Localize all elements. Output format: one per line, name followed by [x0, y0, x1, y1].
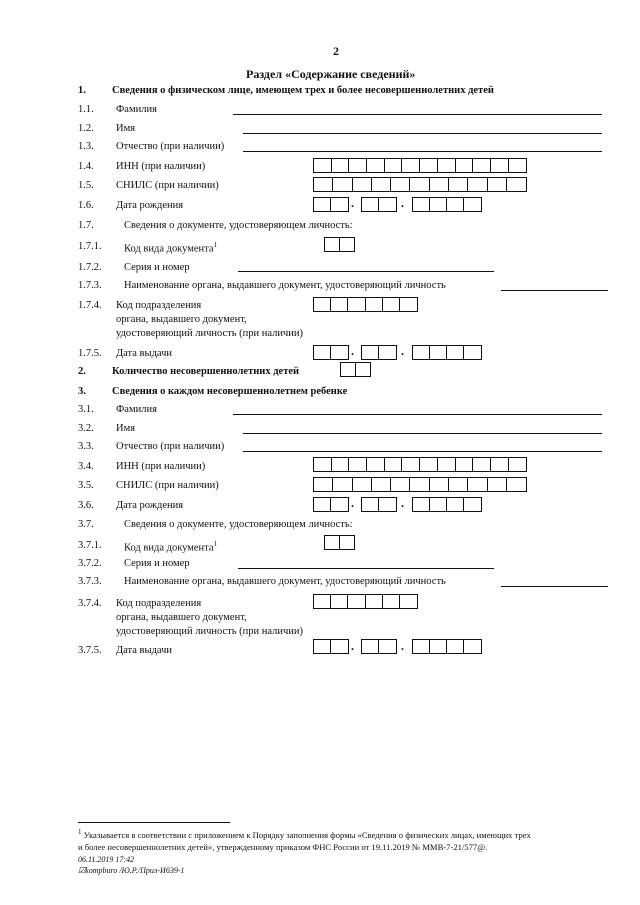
field-1-1-number: 1.1.: [78, 104, 94, 115]
child-inn-cells[interactable]: [313, 457, 527, 472]
child-birth-month-cells[interactable]: [361, 497, 397, 512]
field-1-7-2-number: 1.7.2.: [78, 262, 102, 273]
field-3-5-number: 3.5.: [78, 480, 94, 491]
field-1-7-1-number: 1.7.1.: [78, 241, 102, 252]
date-separator: .: [401, 639, 404, 653]
field-1-7-label: Сведения о документе, удостоверяющем личность:: [124, 220, 353, 231]
field-1-1-surname-line[interactable]: [233, 114, 602, 115]
field-1-7-4-label-line-3: удостоверяющий личность (при наличии): [116, 328, 304, 339]
field-1-4-number: 1.4.: [78, 161, 94, 172]
field-1-7-3-number: 1.7.3.: [78, 280, 102, 291]
field-1-3-patronymic-line[interactable]: [243, 151, 602, 152]
field-1-7-4-number: 1.7.4.: [78, 300, 102, 311]
field-3-7-5-label: Дата выдачи: [116, 645, 173, 656]
birth-day-cells[interactable]: [313, 197, 349, 212]
birth-year-cells[interactable]: [412, 197, 482, 212]
field-3-1-surname-line[interactable]: [233, 414, 602, 415]
field-3-7-1-number: 3.7.1.: [78, 540, 102, 551]
field-3-1-label: Фамилия: [116, 404, 157, 415]
footnote-mark: 1: [78, 828, 82, 836]
date-separator: .: [351, 639, 354, 653]
field-3-3-patronymic-line[interactable]: [243, 451, 602, 452]
field-3-3-number: 3.3.: [78, 441, 94, 452]
child-issue-month-cells[interactable]: [361, 639, 397, 654]
field-1-7-5-label: Дата выдачи: [116, 348, 173, 359]
doc-type-cells[interactable]: [324, 237, 355, 252]
section-3-number: 3.: [78, 386, 86, 397]
field-3-7-3-number: 3.7.3.: [78, 576, 102, 587]
field-3-7-2-number: 3.7.2.: [78, 558, 102, 569]
field-1-6-label: Дата рождения: [116, 200, 184, 211]
field-3-7-2-label: Серия и номер: [124, 558, 190, 569]
field-3-4-number: 3.4.: [78, 461, 94, 472]
series-number-line[interactable]: [238, 271, 494, 272]
issue-year-cells[interactable]: [412, 345, 482, 360]
section-1-number: 1.: [78, 85, 86, 96]
footnote-divider: [78, 822, 230, 823]
snils-cells[interactable]: [313, 177, 527, 192]
date-separator: .: [401, 196, 404, 210]
children-count-cells[interactable]: [340, 362, 371, 377]
child-series-number-line[interactable]: [238, 568, 494, 569]
field-1-7-5-number: 1.7.5.: [78, 348, 102, 359]
child-birth-day-cells[interactable]: [313, 497, 349, 512]
date-separator: .: [351, 496, 354, 510]
field-3-2-name-line[interactable]: [243, 433, 602, 434]
stamp-date: 06.11.2019 17:42: [78, 855, 135, 864]
field-1-7-number: 1.7.: [78, 220, 94, 231]
field-1-7-4-label-line-1: Код подразделения: [116, 300, 202, 311]
section-2-title: Количество несовершеннолетних детей: [112, 366, 300, 377]
field-1-7-1-label: Код вида документа$^1$: [124, 241, 218, 255]
field-3-7-4-number: 3.7.4.: [78, 598, 102, 609]
issue-day-cells[interactable]: [313, 345, 349, 360]
issue-month-cells[interactable]: [361, 345, 397, 360]
field-3-7-label: Сведения о документе, удостоверяющем личность:: [124, 519, 353, 530]
field-1-3-label: Отчество (при наличии): [116, 141, 225, 152]
date-separator: .: [351, 196, 354, 210]
footnote-ref: 1: [213, 540, 218, 548]
field-1-2-number: 1.2.: [78, 123, 94, 134]
field-1-6-number: 1.6.: [78, 200, 94, 211]
child-subdivision-code-cells[interactable]: [313, 594, 418, 609]
issuing-authority-line[interactable]: [501, 290, 608, 291]
child-birth-year-cells[interactable]: [412, 497, 482, 512]
field-1-4-label: ИНН (при наличии): [116, 161, 206, 172]
field-1-5-label: СНИЛС (при наличии): [116, 180, 219, 191]
field-1-7-3-label: Наименование органа, выдавшего документ, удостоверяющий личность: [124, 280, 446, 291]
section-2-number: 2.: [78, 366, 86, 377]
page-number: 2: [333, 44, 339, 58]
field-3-7-3-label: Наименование органа, выдавшего документ, удостоверяющий личность: [124, 576, 446, 587]
field-3-7-4-label-line-2: органа, выдавшего документ,: [116, 612, 247, 623]
field-3-2-label: Имя: [116, 423, 136, 434]
section-1-title: Сведения о физическом лице, имеющем трех и более несовершеннолетних детей: [112, 85, 494, 96]
field-1-2-name-line[interactable]: [243, 133, 602, 134]
field-3-4-label: ИНН (при наличии): [116, 461, 206, 472]
field-3-2-number: 3.2.: [78, 423, 94, 434]
field-1-2-label: Имя: [116, 123, 136, 134]
section-title: Раздел «Содержание сведений»: [246, 67, 416, 81]
child-issue-year-cells[interactable]: [412, 639, 482, 654]
field-3-7-number: 3.7.: [78, 519, 94, 530]
field-3-6-number: 3.6.: [78, 500, 94, 511]
field-1-5-number: 1.5.: [78, 180, 94, 191]
field-3-6-label: Дата рождения: [116, 500, 184, 511]
field-3-7-4-label-line-3: удостоверяющий личность (при наличии): [116, 626, 304, 637]
section-3-title: Сведения о каждом несовершеннолетнем ребенке: [112, 386, 348, 397]
field-1-1-label: Фамилия: [116, 104, 157, 115]
birth-month-cells[interactable]: [361, 197, 397, 212]
field-3-7-5-number: 3.7.5.: [78, 645, 102, 656]
field-1-7-2-label: Серия и номер: [124, 262, 190, 273]
footnote-line-2: и более несовершеннолетних детей», утвержденному приказом ФНС России от 19.11.2019 № ММВ-7-21/577@.: [78, 842, 488, 852]
field-3-7-1-label: Код вида документа$^1$: [124, 540, 218, 554]
stamp-source: ☑kompburo /Ю.Р./Прил-И639-1: [78, 866, 185, 875]
field-1-7-4-label-line-2: органа, выдавшего документ,: [116, 314, 247, 325]
footnote-ref: 1: [213, 241, 218, 249]
subdivision-code-cells[interactable]: [313, 297, 418, 312]
footnote-line-1: $^1$ Указывается в соответствии с приложением к Порядку заполнения формы «Сведения о физических лицах, имеющих трех: [78, 828, 531, 840]
field-3-1-number: 3.1.: [78, 404, 94, 415]
field-3-7-4-label-line-1: Код подразделения: [116, 598, 202, 609]
inn-cells[interactable]: [313, 158, 527, 173]
child-issuing-authority-line[interactable]: [501, 586, 608, 587]
date-separator: .: [351, 344, 354, 358]
field-3-5-label: СНИЛС (при наличии): [116, 480, 219, 491]
field-1-3-number: 1.3.: [78, 141, 94, 152]
date-separator: .: [401, 496, 404, 510]
child-snils-cells[interactable]: [313, 477, 527, 492]
field-3-3-label: Отчество (при наличии): [116, 441, 225, 452]
child-issue-day-cells[interactable]: [313, 639, 349, 654]
child-doc-type-cells[interactable]: [324, 535, 355, 550]
date-separator: .: [401, 344, 404, 358]
